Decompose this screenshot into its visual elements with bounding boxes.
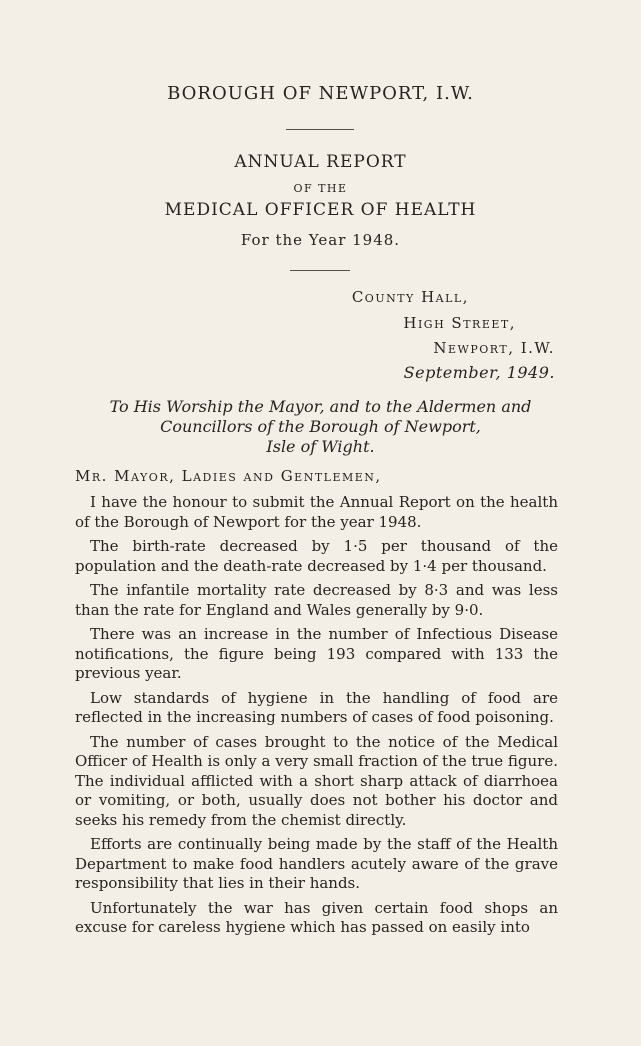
address-line-hall: County Hall,	[351, 288, 469, 306]
body-paragraph: The infantile mortality rate decreased by 8·3 and was less than the rate for England and Wales generally by 9·0.	[75, 581, 558, 619]
address-line-street: High Street,	[403, 314, 516, 332]
report-body	[75, 493, 558, 938]
addressee-line: Councillors of the Borough of Newport,	[160, 417, 481, 436]
report-year: For the Year 1948.	[240, 231, 401, 249]
addressee-line: To His Worship the Mayor, and to the Aldermen and	[109, 397, 532, 416]
addressee-line: Isle of Wight.	[266, 437, 375, 456]
letter-date: September, 1949.	[403, 363, 555, 382]
report-title: ANNUAL REPORT	[234, 152, 407, 172]
body-paragraph: The birth-rate decreased by 1·5 per thousand of the population and the death-rate decreased by 1·4 per thousand.	[75, 537, 558, 575]
report-officer-title: MEDICAL OFFICER OF HEALTH	[164, 200, 477, 220]
salutation: Mr. Mayor, Ladies and Gentlemen,	[75, 467, 382, 485]
address-line-town: Newport, I.W.	[433, 339, 555, 357]
body-paragraph: I have the honour to submit the Annual Report on the health of the Borough of Newport for the year 1948.	[75, 493, 558, 531]
body-paragraph: Unfortunately the war has given certain food shops an excuse for careless hygiene which has passed on easily into	[75, 898, 558, 936]
body-paragraph: Low standards of hygiene in the handling of food are reflected in the increasing numbers of cases of food poisoning.	[75, 688, 558, 726]
divider-rule	[290, 270, 350, 271]
body-paragraph: Efforts are continually being made by the staff of the Health Department to make food handlers acutely aware of the grave responsibility that lies in their hands.	[75, 835, 558, 892]
divider-rule	[286, 129, 354, 130]
borough-heading: BOROUGH OF NEWPORT, I.W.	[167, 83, 474, 104]
addressee-block	[0, 397, 641, 457]
report-subtitle-of-the: OF THE	[293, 182, 348, 195]
body-paragraph: There was an increase in the number of Infectious Disease notifications, the figure being 193 compared with 133 the previous year.	[75, 625, 558, 682]
body-paragraph: The number of cases brought to the notice of the Medical Officer of Health is only a very small fraction of the true figure. The individual afflicted with a short sharp attack of diarrhoea or vomiting, or both, usually does not bother his doctor and seeks his remedy from the chemist directly.	[75, 732, 558, 829]
